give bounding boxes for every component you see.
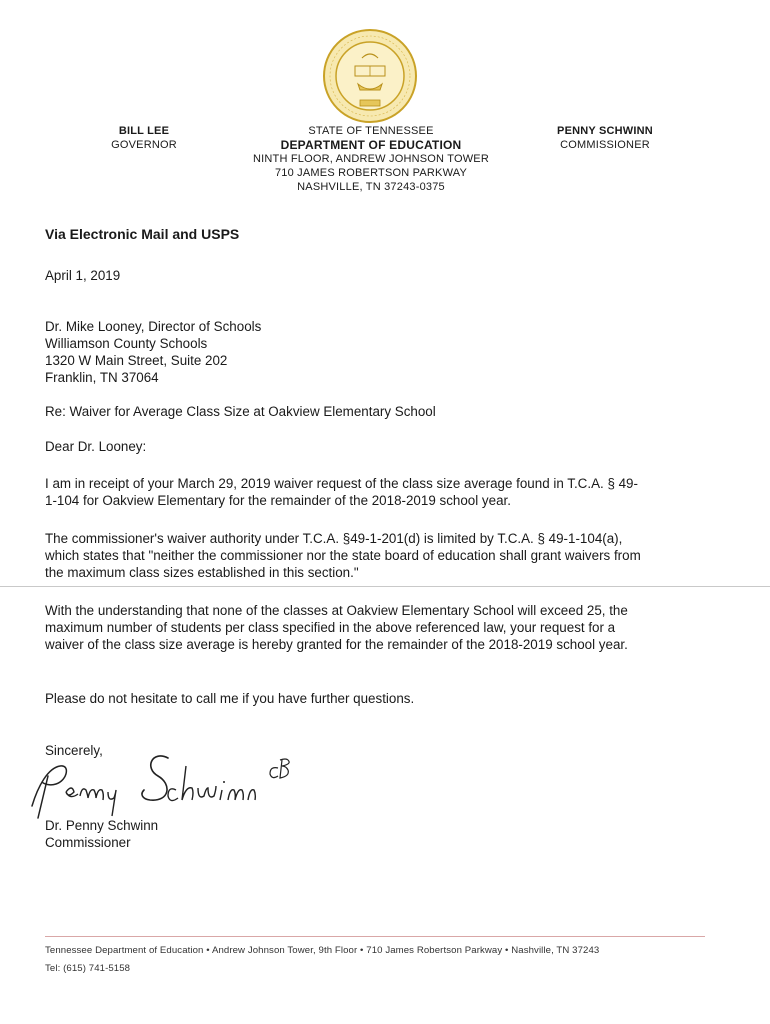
- department-name: DEPARTMENT OF EDUCATION: [280, 138, 462, 152]
- paragraph-line: maximum number of students per class specified in the above referenced law, your request for a: [45, 620, 616, 635]
- tennessee-state-seal: [322, 28, 418, 124]
- letter-date: April 1, 2019: [45, 268, 121, 283]
- paragraph-decision: [45, 602, 717, 653]
- footer-phone: Tel: (615) 741-5158: [45, 963, 131, 974]
- address-line-street: 710 JAMES ROBERTSON PARKWAY: [274, 167, 468, 179]
- commissioner-title: COMMISSIONER: [560, 139, 650, 151]
- page-fold-divider: [0, 586, 770, 587]
- recipient-line: Dr. Mike Looney, Director of Schools: [45, 319, 262, 334]
- department-address-block: [244, 124, 498, 194]
- paragraph-line: which states that "neither the commissioner nor the state board of education shall grant waivers from: [45, 548, 641, 563]
- footer-divider: [45, 936, 705, 937]
- closing: Sincerely,: [45, 743, 103, 758]
- paragraph-authority: [45, 530, 717, 581]
- governor-title: GOVERNOR: [111, 139, 177, 151]
- signer-title: Commissioner: [45, 835, 131, 850]
- paragraph-line: the maximum class sizes established in this section.": [45, 565, 359, 580]
- paragraph-contact: Please do not hesitate to call me if you have further questions.: [45, 691, 415, 706]
- recipient-address: [45, 318, 261, 386]
- paragraph-line: The commissioner's waiver authority under T.C.A. §49-1-201(d) is limited by T.C.A. § 49-1-104(a),: [45, 531, 623, 546]
- address-line-city: NASHVILLE, TN 37243-0375: [297, 181, 445, 193]
- paragraph-line: With the understanding that none of the classes at Oakview Elementary School will exceed 25, the: [45, 603, 628, 618]
- paragraph-line: waiver of the class size average is hereby granted for the remainder of the 2018-2019 school year.: [45, 637, 628, 652]
- commissioner-name: PENNY SCHWINN: [557, 125, 653, 137]
- address-line-floor: NINTH FLOOR, ANDREW JOHNSON TOWER: [253, 153, 489, 165]
- state-name: STATE OF TENNESSEE: [308, 125, 434, 137]
- recipient-line: Franklin, TN 37064: [45, 370, 159, 385]
- paragraph-receipt: [45, 475, 717, 509]
- commissioner-block: [540, 124, 670, 152]
- footer-address: Tennessee Department of Education • Andrew Johnson Tower, 9th Floor • 710 James Robertson Parkway • Nashville, TN 37243: [45, 945, 600, 956]
- signer-block: [45, 817, 158, 851]
- subject-line: Re: Waiver for Average Class Size at Oakview Elementary School: [45, 404, 436, 419]
- governor-name: BILL LEE: [118, 125, 170, 137]
- handwritten-signature: [26, 746, 306, 824]
- governor-block: [98, 124, 190, 152]
- paragraph-line: I am in receipt of your March 29, 2019 waiver request of the class size average found in T.C.A. § 49-: [45, 476, 638, 491]
- recipient-line: 1320 W Main Street, Suite 202: [45, 353, 228, 368]
- paragraph-line: 1-104 for Oakview Elementary for the remainder of the 2018-2019 school year.: [45, 493, 511, 508]
- delivery-method: Via Electronic Mail and USPS: [45, 226, 240, 242]
- recipient-line: Williamson County Schools: [45, 336, 208, 351]
- salutation: Dear Dr. Looney:: [45, 439, 147, 454]
- signer-name: Dr. Penny Schwinn: [45, 818, 159, 833]
